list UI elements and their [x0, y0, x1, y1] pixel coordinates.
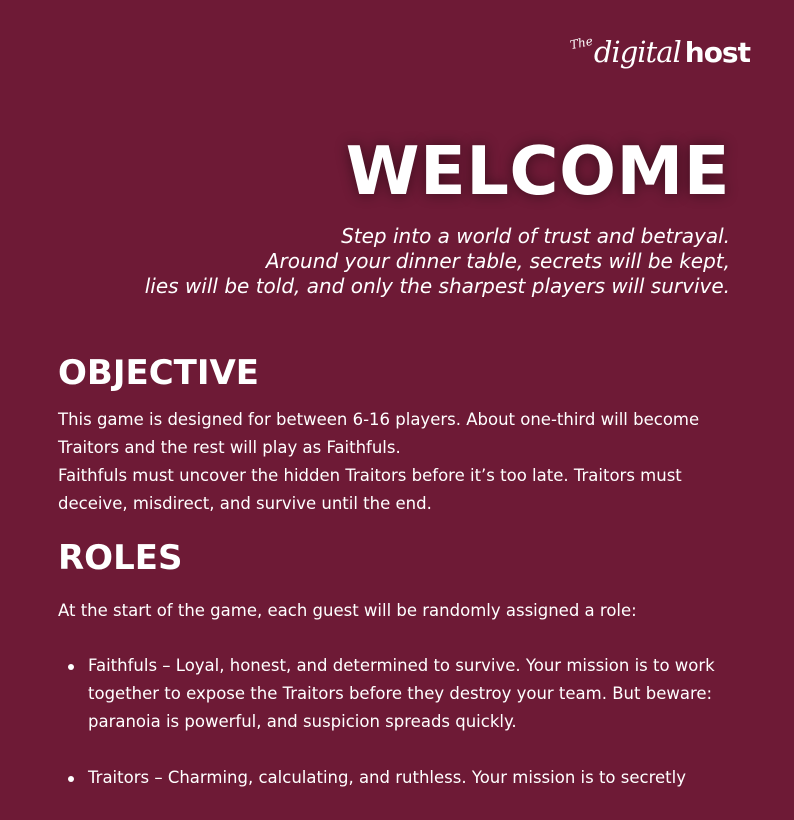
list-item — [58, 764, 748, 792]
intro-line: lies will be told, and only the sharpest players will survive. — [144, 274, 730, 298]
bullet-icon — [68, 776, 74, 782]
logo-digital-text: digital — [593, 35, 681, 69]
objective-paragraph: Faithfuls must uncover the hidden Traitors before it’s too late. Traitors must deceive, misdirect, and survive until the end. — [58, 466, 682, 513]
objective-paragraph: This game is designed for between 6-16 players. About one-third will become Traitors and the rest will play as Faithfuls. — [58, 410, 700, 457]
intro-line: Around your dinner table, secrets will be kept, — [265, 249, 730, 273]
bullet-icon — [68, 664, 74, 670]
objective-body — [58, 406, 748, 518]
roles-heading: ROLES — [58, 538, 183, 578]
role-traitors-text: Traitors – Charming, calculating, and ruthless. Your mission is to secretly — [88, 768, 686, 787]
intro-line: Step into a world of trust and betrayal. — [341, 224, 730, 248]
welcome-intro — [145, 224, 730, 299]
logo-host-text: host — [684, 36, 750, 69]
objective-heading: OBJECTIVE — [58, 353, 260, 393]
brand-logo — [568, 33, 750, 69]
welcome-title: WELCOME — [345, 132, 730, 210]
list-item — [58, 652, 748, 736]
roles-intro: At the start of the game, each guest will be randomly assigned a role: — [58, 601, 637, 620]
roles-list — [58, 652, 748, 820]
role-faithfuls-text: Faithfuls – Loyal, honest, and determined to survive. Your mission is to work together to expose the Traitors before they destroy your team. But beware: paranoia is powerful, and suspicion spreads quickly. — [88, 656, 715, 731]
logo-the-text: The — [568, 33, 595, 53]
